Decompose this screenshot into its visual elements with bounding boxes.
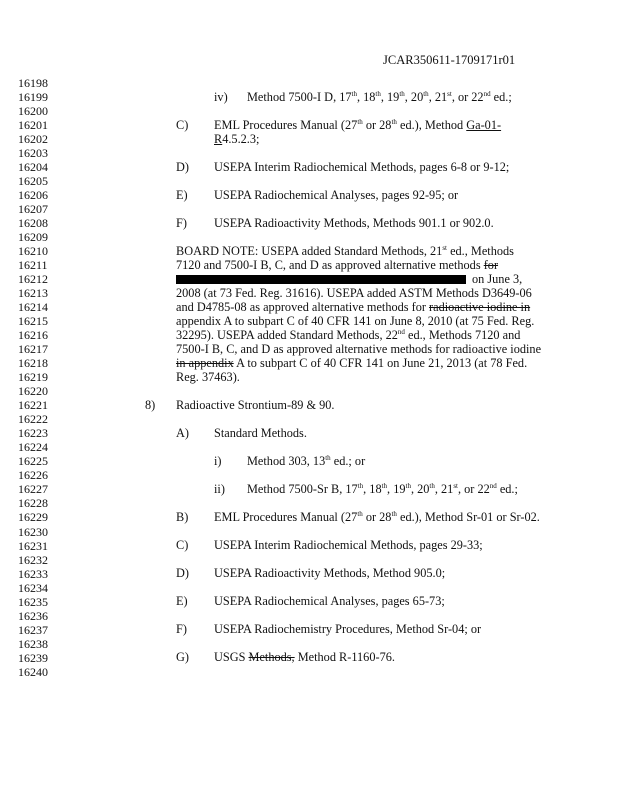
line-number: 16232 — [18, 552, 48, 567]
superscript: th — [423, 90, 429, 98]
struck-text: Methods, — [248, 650, 295, 664]
superscript: th — [375, 90, 381, 98]
text-run: , 21 — [434, 482, 454, 496]
board-note-line — [176, 286, 532, 300]
text-run: 7120 and 7500-I B, C, and D as approved alternative methods — [176, 258, 484, 272]
line-number: 16220 — [18, 384, 48, 399]
superscript: nd — [397, 328, 405, 336]
line-numbers — [18, 76, 48, 679]
text-run: or 28 — [362, 510, 392, 524]
text-run: Radioactive Strontium-89 & 90. — [176, 398, 335, 412]
text-run: , 20 — [404, 90, 424, 104]
line-number: 16219 — [18, 370, 48, 385]
text-run: USGS — [214, 650, 249, 664]
text-run: Reg. 37463). — [176, 370, 240, 384]
item-label: iv) — [214, 90, 228, 104]
superscript: th — [405, 482, 411, 490]
line-number: 16215 — [18, 314, 48, 329]
text-run: Method R-1160-76. — [294, 650, 395, 664]
line-number: 16204 — [18, 160, 48, 175]
item-text — [214, 538, 483, 552]
superscript: th — [357, 482, 364, 490]
line-number: 16202 — [18, 132, 48, 147]
text-run: USEPA Radiochemical Analyses, pages 92-95; or — [214, 188, 459, 202]
line-number: 16225 — [18, 454, 48, 469]
line-number: 16236 — [18, 608, 48, 623]
line-number: 16238 — [18, 636, 48, 651]
text-run: ed., Methods — [447, 244, 514, 258]
board-note-text — [472, 272, 522, 286]
line-number: 16214 — [18, 300, 48, 315]
superscript: th — [357, 118, 363, 126]
line-number: 16230 — [18, 524, 48, 539]
text-run: ed.; — [496, 482, 518, 496]
text-run: 4.5.2.3; — [222, 132, 260, 146]
superscript: nd — [489, 482, 497, 490]
item-label: D) — [176, 160, 189, 174]
text-run: EML Procedures Manual (27 — [214, 510, 358, 524]
text-run: Standard Methods. — [214, 426, 307, 440]
line-number: 16239 — [18, 650, 48, 665]
board-note-line — [176, 244, 514, 258]
item-label: F) — [176, 622, 187, 636]
text-run: EML Procedures Manual (27 — [214, 118, 358, 132]
line-number: 16201 — [18, 118, 48, 133]
superscript: st — [442, 244, 447, 252]
text-run: ed.; or — [330, 454, 366, 468]
struck-text: for — [483, 258, 499, 272]
line-number: 16218 — [18, 356, 48, 371]
item-text — [214, 622, 481, 636]
line-number: 16240 — [18, 664, 48, 679]
item-label: E) — [176, 594, 188, 608]
item-text — [214, 118, 501, 132]
text-run: ed., Methods 7120 and — [404, 328, 521, 342]
item-label: ii) — [214, 482, 225, 496]
line-number: 16211 — [18, 258, 48, 273]
text-run: , or 22 — [457, 482, 490, 496]
line-number: 16206 — [18, 188, 48, 203]
board-note-line — [176, 300, 530, 314]
text-run: A to subpart C of 40 CFR 141 on June 21, 2013 (at 78 Fed. — [233, 356, 528, 370]
line-number: 16226 — [18, 468, 48, 483]
line-number: 16228 — [18, 496, 48, 511]
item-label: D) — [176, 566, 189, 580]
text-run: , 18 — [356, 90, 376, 104]
text-run: Method 7500-I D, 17 — [247, 90, 352, 104]
item-label: B) — [176, 510, 189, 524]
superscript: st — [447, 90, 452, 98]
section-title — [176, 398, 334, 412]
text-run: 2008 (at 73 Fed. Reg. 31616). USEPA added ASTM Methods D3649-06 — [176, 286, 532, 300]
line-number: 16223 — [18, 426, 48, 441]
board-note-line — [176, 258, 498, 272]
line-number: 16199 — [18, 90, 48, 105]
superscript: th — [351, 90, 357, 98]
item-text — [214, 650, 395, 664]
superscript: th — [357, 510, 363, 518]
item-text — [214, 426, 307, 440]
item-label: G) — [176, 650, 189, 664]
item-label: C) — [176, 118, 189, 132]
line-number: 16208 — [18, 216, 48, 231]
item-text — [214, 132, 259, 146]
text-run: ed.), Method — [396, 118, 467, 132]
text-run: on June 3, — [472, 272, 523, 286]
text-run: 32295). USEPA added Standard Methods, 22 — [176, 328, 398, 342]
struck-text: in appendix — [176, 356, 234, 370]
superscript: th — [391, 510, 397, 518]
item-text — [214, 566, 445, 580]
text-run: USEPA Radioactivity Methods, Methods 901.1 or 902.0. — [214, 216, 494, 230]
line-number: 16205 — [18, 174, 48, 189]
line-number: 16213 — [18, 286, 48, 301]
item-label: F) — [176, 216, 187, 230]
document-id-header: JCAR350611-1709171r01 — [383, 53, 516, 67]
item-text — [214, 510, 540, 524]
item-text — [247, 482, 518, 496]
text-run: USEPA Radioactivity Methods, Method 905.0; — [214, 566, 446, 580]
text-run: , or 22 — [451, 90, 484, 104]
superscript: th — [325, 454, 331, 462]
text-run: , 19 — [387, 482, 406, 496]
line-number: 16198 — [18, 76, 48, 90]
item-label: C) — [176, 538, 189, 552]
board-note-line — [176, 342, 541, 356]
line-number: 16231 — [18, 538, 48, 553]
section-label: 8) — [145, 398, 156, 412]
line-number: 16234 — [18, 580, 48, 595]
text-run: USEPA Radiochemical Analyses, pages 65-73; — [214, 594, 445, 608]
text-run: BOARD NOTE: USEPA added Standard Methods, 21 — [176, 244, 443, 258]
superscript: th — [381, 482, 388, 490]
line-number: 16221 — [18, 398, 48, 413]
item-text — [214, 216, 494, 230]
text-run: USEPA Radiochemistry Procedures, Method Sr-04; or — [214, 622, 482, 636]
text-run: 7500-I B, C, and D as approved alternative methods for radioactive iodine — [176, 342, 542, 356]
superscript: th — [429, 482, 435, 490]
superscript: th — [391, 118, 397, 126]
board-note-line — [176, 370, 240, 384]
text-run: Method 7500-Sr B, 17 — [247, 482, 358, 496]
item-text — [214, 160, 509, 174]
line-number: 16222 — [18, 412, 48, 427]
line-number: 16217 — [18, 342, 48, 357]
line-number: 16229 — [18, 510, 48, 525]
text-run: and D4785-08 as approved alternative methods for — [176, 300, 430, 314]
item-label: A) — [176, 426, 189, 440]
line-number: 16203 — [18, 146, 48, 161]
board-note-line — [176, 328, 520, 342]
inserted-text: R — [214, 132, 223, 146]
inserted-text: Ga-01- — [466, 118, 502, 132]
line-number: 16227 — [18, 482, 48, 497]
text-run: , 19 — [380, 90, 400, 104]
line-number: 16235 — [18, 594, 48, 609]
line-number: 16207 — [18, 202, 48, 217]
line-number: 16224 — [18, 440, 48, 455]
struck-text: radioactive iodine in — [429, 300, 531, 314]
item-text — [214, 188, 458, 202]
superscript: nd — [483, 90, 491, 98]
superscript: th — [399, 90, 405, 98]
text-run: ed.), Method Sr-01 or Sr-02. — [396, 510, 540, 524]
item-text — [214, 594, 445, 608]
text-run: or 28 — [362, 118, 392, 132]
item-text — [247, 454, 365, 468]
line-number: 16200 — [18, 104, 48, 119]
board-note-line — [176, 272, 522, 286]
line-number: 16212 — [18, 272, 48, 287]
text-run: USEPA Interim Radiochemical Methods, pages 6-8 or 9-12; — [214, 160, 510, 174]
line-number: 16233 — [18, 566, 48, 581]
line-number: 16216 — [18, 328, 48, 343]
item-label: E) — [176, 188, 188, 202]
board-note-line — [176, 314, 534, 328]
text-run: USEPA Interim Radiochemical Methods, pages 29-33; — [214, 538, 483, 552]
superscript: st — [453, 482, 458, 490]
text-run: , 18 — [363, 482, 382, 496]
text-run: Method 303, 13 — [247, 454, 326, 468]
item-text — [247, 90, 512, 104]
item-label: i) — [214, 454, 222, 468]
redaction-bar — [176, 275, 466, 284]
text-run: appendix A to subpart C of 40 CFR 141 on June 8, 2010 (at 75 Fed. Reg. — [176, 314, 535, 328]
board-note-line — [176, 356, 527, 370]
line-number: 16210 — [18, 244, 48, 259]
text-run: , 20 — [410, 482, 430, 496]
line-number: 16237 — [18, 622, 48, 637]
text-run: ed.; — [490, 90, 512, 104]
line-number: 16209 — [18, 230, 48, 245]
text-run: , 21 — [428, 90, 448, 104]
